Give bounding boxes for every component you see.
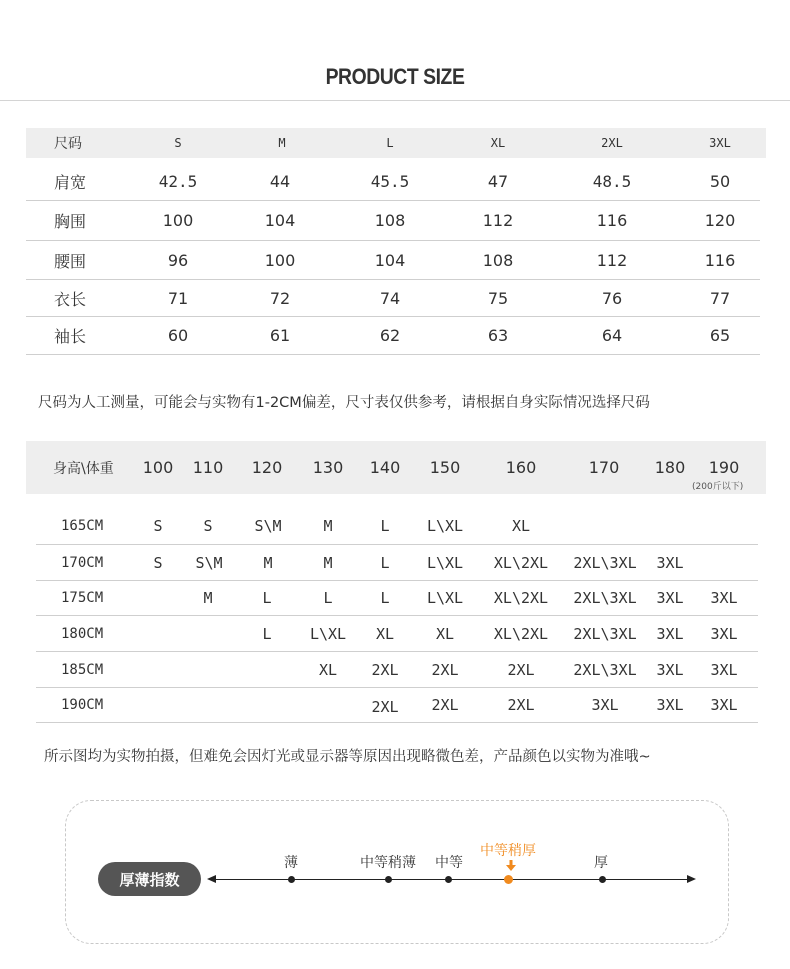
fit-size: S [203, 517, 213, 535]
weight-header: 180 [654, 458, 686, 477]
fit-size: XL [375, 624, 395, 643]
size-row-sleeve [26, 317, 760, 355]
fit-size: XL [318, 660, 338, 679]
fit-size: 2XL\3XL [573, 589, 637, 607]
weight-header: 170 [588, 458, 620, 477]
size-value: 65 [709, 326, 731, 345]
size-value: 108 [482, 250, 514, 270]
page-title: PRODUCT SIZE [325, 64, 465, 89]
fit-row-170 [36, 545, 758, 581]
size-header-3xl: 3XL [709, 136, 731, 150]
height-label: 170CM [61, 554, 104, 571]
size-value: 75 [487, 288, 509, 308]
size-value: 44 [269, 171, 291, 191]
weight-header: 110 [192, 458, 224, 477]
fit-row-180 [36, 616, 758, 652]
fit-size: 2XL\3XL [573, 660, 637, 679]
fit-row-185 [36, 652, 758, 688]
fit-size [138, 616, 178, 651]
size-row-shoulder [26, 162, 760, 201]
size-value: 104 [374, 250, 406, 270]
size-value: 48.5 [592, 171, 632, 191]
fit-size [650, 508, 690, 544]
fit-size: 2XL\3XL [573, 624, 637, 643]
fit-size: 3XL [710, 624, 738, 643]
size-value: 60 [167, 326, 189, 345]
fit-size: 3XL [656, 660, 684, 679]
size-value: 64 [601, 326, 623, 345]
level-marker-medium-thin [385, 876, 392, 883]
height-label: 190CM [61, 697, 104, 713]
level-marker-thin [288, 876, 295, 883]
size-value: 76 [601, 288, 623, 308]
size-value: 77 [709, 288, 731, 308]
axis-right-arrow-icon [687, 875, 696, 883]
weight-header: 140 [369, 458, 401, 477]
weight-header: 150 [429, 458, 461, 477]
fit-size: 2XL [431, 660, 459, 679]
level-marker-medium [445, 876, 452, 883]
size-header-l: L [386, 136, 394, 150]
size-value: 116 [704, 250, 736, 270]
fit-size: 3XL [591, 696, 619, 714]
fit-size: L\XL [309, 624, 347, 643]
row-label: 胸围 [54, 212, 87, 231]
fit-size: L\XL [426, 589, 464, 607]
size-row-chest [26, 201, 760, 241]
size-value: 42.5 [158, 171, 198, 191]
level-label-medium-thick: 中等稍厚 [480, 843, 536, 859]
size-header-2xl: 2XL [601, 136, 623, 150]
fit-size [704, 545, 744, 580]
size-value: 62 [379, 326, 401, 345]
size-value: 108 [374, 211, 406, 230]
fit-size: XL\2XL [493, 624, 549, 643]
level-marker-thick [599, 876, 606, 883]
fit-size: XL\2XL [493, 589, 549, 607]
size-value: 104 [264, 211, 296, 230]
size-value: 116 [596, 211, 628, 230]
fit-size [704, 508, 744, 544]
size-value: 72 [269, 288, 291, 308]
fit-size: 2XL [507, 696, 535, 714]
fit-size: XL\2XL [493, 553, 549, 572]
height-label: 185CM [61, 661, 104, 678]
fit-header-label: 身高\体重 [53, 460, 114, 477]
size-header-m: M [278, 136, 286, 150]
weight-header: 120 [251, 458, 283, 477]
fit-size: S [153, 517, 163, 535]
size-table-header [26, 128, 766, 158]
fit-size: L [380, 589, 390, 607]
size-value: 61 [269, 326, 291, 345]
size-row-waist [26, 241, 760, 280]
row-label: 肩宽 [54, 172, 87, 192]
fit-size [188, 688, 228, 722]
size-header-s: S [174, 136, 182, 150]
thickness-badge: 厚薄指数 [98, 862, 201, 896]
thickness-axis [210, 879, 694, 880]
size-value: 45.5 [370, 171, 410, 191]
fit-size: L [262, 624, 272, 643]
level-label-medium-thin: 中等稍薄 [360, 855, 416, 871]
color-disclaimer: 所示图均为实物拍摄，但难免会因灯光或显示器等原因出现略微色差，产品颜色以实物为准哦~ [44, 749, 651, 765]
fit-size [565, 508, 645, 544]
fit-size [308, 688, 348, 722]
height-label: 165CM [61, 518, 104, 534]
size-header-label: 尺码 [54, 136, 82, 152]
fit-size [188, 652, 228, 687]
fit-row-165 [36, 508, 758, 545]
fit-size: S\M [195, 553, 223, 572]
fit-size [188, 616, 228, 651]
fit-size [247, 688, 287, 722]
size-header-xl: XL [490, 136, 506, 150]
axis-left-arrow-icon [207, 875, 216, 883]
fit-size: M [323, 517, 333, 535]
fit-size: XL [511, 517, 531, 535]
height-label: 175CM [61, 590, 104, 606]
fit-size: L [380, 553, 390, 572]
fit-size: XL [435, 624, 455, 643]
size-value: 120 [704, 211, 736, 230]
fit-size: 2XL [431, 696, 459, 714]
fit-size: L [323, 589, 333, 607]
size-value: 112 [596, 250, 628, 270]
selected-level-arrow-icon [506, 860, 516, 872]
size-value: 96 [167, 250, 189, 270]
level-marker-medium-thick [504, 875, 513, 884]
size-value: 63 [487, 326, 509, 345]
fit-size: 3XL [656, 553, 684, 572]
fit-size [138, 581, 178, 615]
measurement-note: 尺码为人工测量，可能会与实物有1-2CM偏差，尺寸表仅供参考，请根据自身实际情况选择尺码 [38, 395, 650, 411]
size-value: 74 [379, 288, 401, 308]
fit-size: 2XL [507, 660, 535, 679]
size-value: 100 [162, 211, 194, 230]
fit-size: 3XL [710, 696, 738, 714]
fit-size: L\XL [426, 517, 464, 535]
row-label: 袖长 [54, 327, 87, 346]
weight-limit-note: (200斤以下) [692, 482, 744, 492]
fit-size: M [203, 589, 213, 607]
row-label: 衣长 [54, 289, 87, 309]
fit-table-header [26, 441, 766, 494]
fit-size: 3XL [710, 660, 738, 679]
level-label-thin: 薄 [284, 855, 298, 871]
weight-header: 100 [142, 458, 174, 477]
size-value: 47 [487, 171, 509, 191]
weight-header: 190 [708, 458, 740, 477]
fit-row-190 [36, 688, 758, 723]
weight-header: 130 [312, 458, 344, 477]
size-row-length [26, 280, 760, 317]
height-label: 180CM [61, 625, 104, 642]
size-value: 100 [264, 250, 296, 270]
fit-size: 3XL [656, 624, 684, 643]
fit-size: L\XL [426, 553, 464, 572]
fit-size: 2XL\3XL [573, 553, 637, 572]
fit-size [247, 652, 287, 687]
fit-size: S [153, 553, 163, 572]
fit-size: L [262, 589, 272, 607]
size-value: 50 [709, 171, 731, 191]
fit-size [138, 688, 178, 722]
level-label-thick: 厚 [594, 855, 608, 871]
size-value: 71 [167, 288, 189, 308]
fit-size: 3XL [710, 589, 738, 607]
size-value: 112 [482, 211, 514, 230]
fit-size [138, 652, 178, 687]
weight-header: 160 [505, 458, 537, 477]
title-divider [0, 100, 790, 101]
fit-size: S\M [254, 517, 282, 535]
fit-size: L [380, 517, 390, 535]
level-label-medium: 中等 [435, 855, 463, 871]
fit-size: M [323, 553, 333, 572]
fit-size: 3XL [656, 589, 684, 607]
fit-size: 3XL [656, 696, 684, 714]
fit-row-175 [36, 581, 758, 616]
row-label: 腰围 [54, 251, 87, 271]
fit-size: M [263, 553, 273, 572]
fit-size: 2XL [371, 697, 399, 716]
fit-size: 2XL [371, 660, 399, 679]
